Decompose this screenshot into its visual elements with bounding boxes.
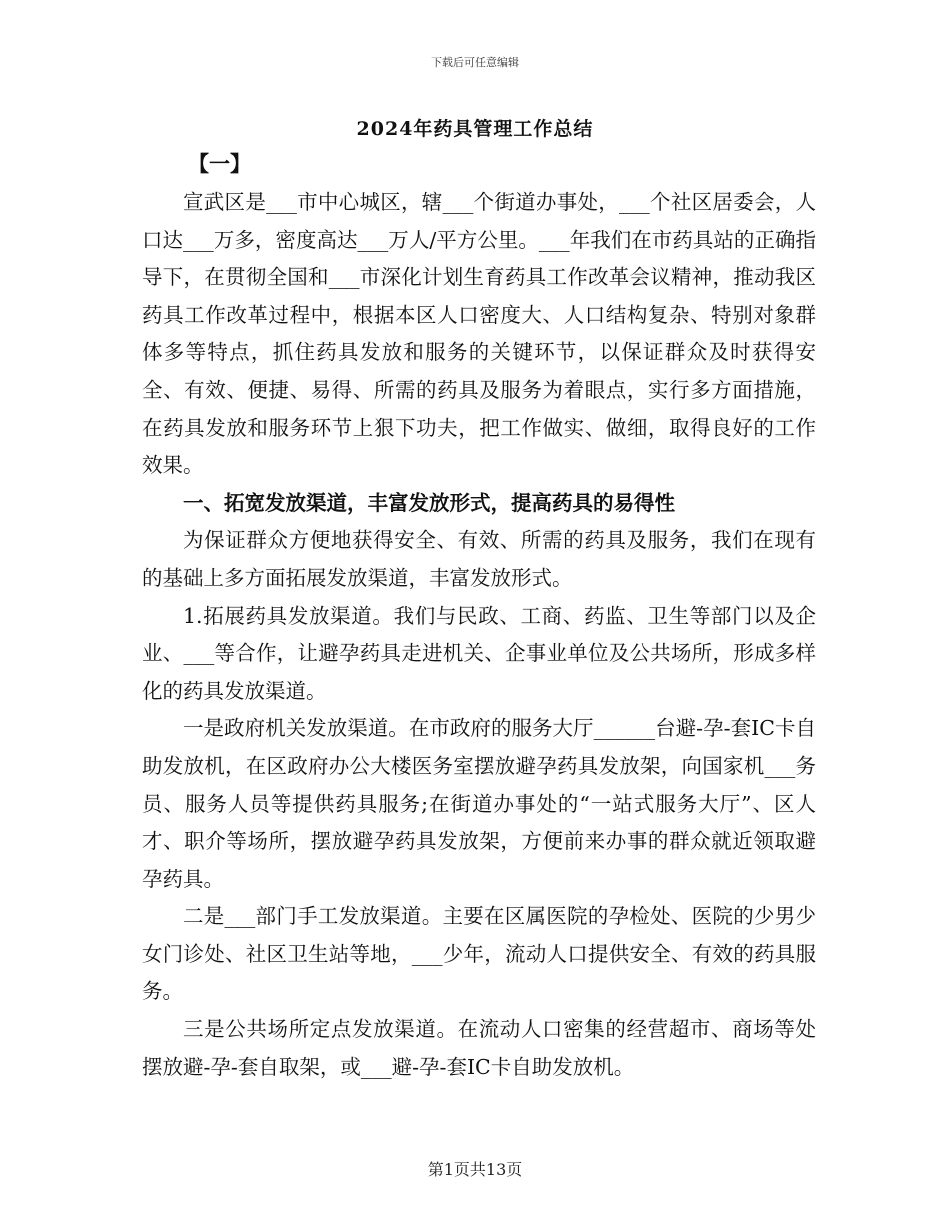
paragraph: 三是公共场所定点发放渠道。在流动人口密集的经营超市、商场等处摆放避-孕-套自取架，或___避-孕-套IC卡自助发放机。 <box>142 1017 816 1079</box>
paragraph: 为保证群众方便地获得安全、有效、所需的药具及服务，我们在现有的基础上多方面拓展发放渠道，丰富发放形式。 <box>142 528 816 590</box>
document-title: 2024年药具管理工作总结 <box>356 118 594 140</box>
document-body <box>142 184 816 1086</box>
paragraph: 1.拓展药具发放渠道。我们与民政、工商、药监、卫生等部门以及企业、___等合作，让避孕药具走进机关、企事业单位及公共场所，形成多样化的药具发放渠道。 <box>142 603 816 703</box>
header-note: 下载后可任意编辑 <box>431 56 519 69</box>
section-heading-1: 一、拓宽发放渠道，丰富发放形式，提高药具的易得性 <box>183 490 675 515</box>
paragraph: 二是___部门手工发放渠道。主要在区属医院的孕检处、医院的少男少女门诊处、社区卫生站等地，___少年，流动人口提供安全、有效的药具服务。 <box>142 904 816 1004</box>
page-footer: 第1页共13页 <box>427 1160 523 1179</box>
section-mark: 【一】 <box>188 151 251 176</box>
paragraph: 一是政府机关发放渠道。在市政府的服务大厅______台避-孕-套IC卡自助发放机，在区政府办公大楼医务室摆放避孕药具发放架，向国家机___务员、服务人员等提供药具服务;在街道办事处的“一站式服务大厅”、区人才、职介等场所，摆放避孕药具发放架，方便前来办事的群众就近领取避孕药具。 <box>142 716 816 891</box>
paragraph-intro: 宣武区是___市中心城区，辖___个街道办事处，___个社区居委会，人口达___万多，密度高达___万人/平方公里。___年我们在市药具站的正确指导下，在贯彻全国和___市深化计划生育药具工作改革会议精神，推动我区药具工作改革过程中，根据本区人口密度大、人口结构复杂、特别对象群体多等特点，抓住药具发放和服务的关键环节，以保证群众及时获得安全、有效、便捷、易得、所需的药具及服务为着眼点，实行多方面措施，在药具发放和服务环节上狠下功夫，把工作做实、做细，取得良好的工作效果。 <box>142 190 816 478</box>
